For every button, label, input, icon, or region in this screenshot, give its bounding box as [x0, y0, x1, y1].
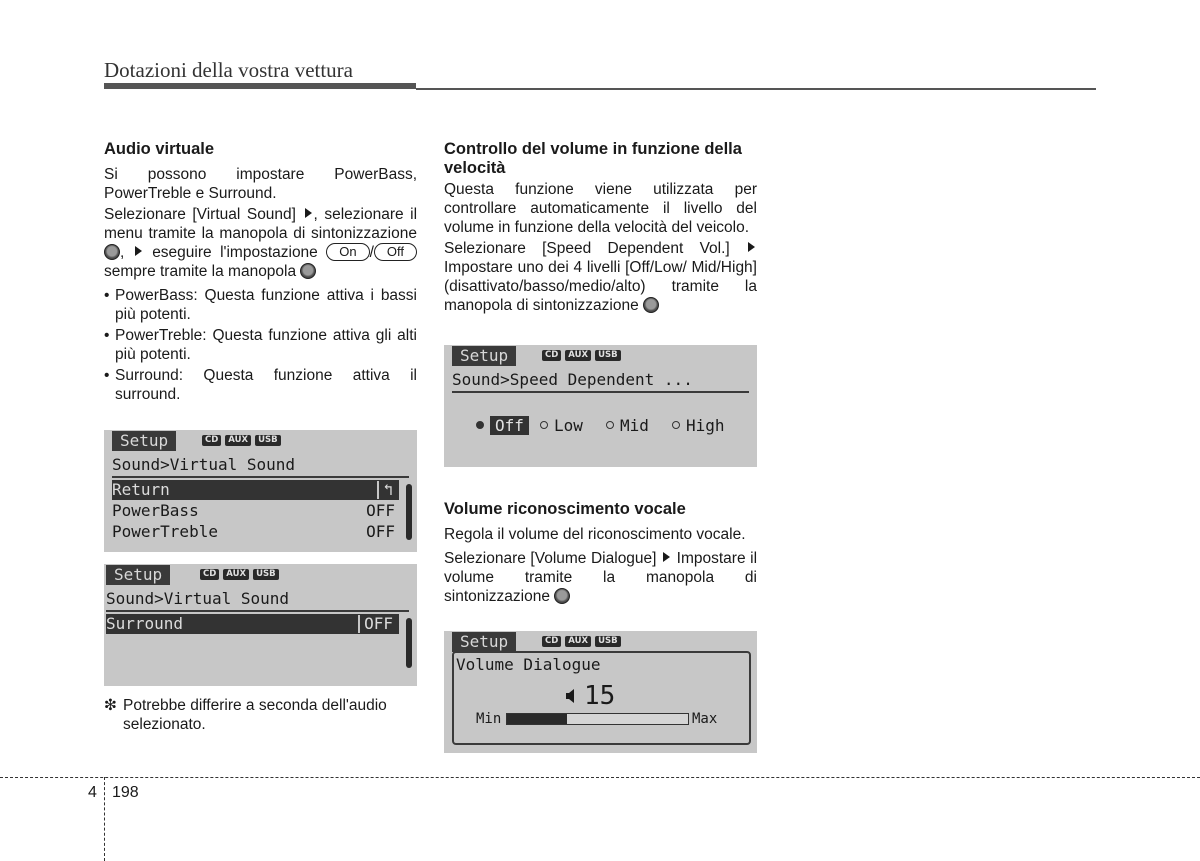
row-label: PowerBass — [112, 501, 199, 520]
volume-dialogue-screen — [444, 631, 757, 753]
volume-title: Volume Dialogue — [456, 655, 601, 674]
footer-dashed-rule — [0, 777, 1200, 778]
volume-value: 15 — [584, 681, 616, 711]
tuning-knob-icon — [554, 588, 570, 604]
list-item: • PowerBass: Questa funzione attiva i bassi più potenti. — [104, 286, 417, 324]
footer-dashed-divider — [104, 777, 105, 861]
menu-row-surround — [106, 614, 399, 634]
option-label: High — [686, 416, 725, 435]
option-off — [476, 415, 529, 437]
radio-selected-icon — [476, 421, 484, 429]
row-value: OFF — [366, 522, 395, 541]
row-label: Return — [112, 480, 170, 499]
tuning-knob-icon — [300, 263, 316, 279]
return-icon: ↰ — [377, 481, 397, 499]
scrollbar — [406, 484, 412, 540]
radio-icon — [672, 421, 680, 429]
voice-volume-description: Regola il volume del riconoscimento vocale. — [444, 526, 746, 543]
aux-badge: AUX — [565, 636, 591, 647]
section-heading-voice-volume: Volume riconoscimento vocale — [444, 500, 686, 518]
on-off-separator: / — [369, 244, 374, 261]
option-label: Low — [554, 416, 583, 435]
option-label: Off — [490, 416, 529, 435]
surround-screen — [104, 564, 417, 686]
virtual-sound-screen — [104, 430, 417, 552]
screen-path: Sound>Virtual Sound — [106, 588, 409, 612]
option-label: Mid — [620, 416, 649, 435]
tuning-knob-icon — [104, 244, 120, 260]
aux-badge: AUX — [223, 569, 249, 580]
header-rule-thin — [416, 88, 1096, 90]
instr-text-a: Selezionare [Virtual Sound] — [104, 206, 296, 223]
instr-text-c: , — [120, 244, 125, 261]
setup-label: Setup — [106, 565, 170, 585]
arrow-right-icon — [748, 242, 755, 252]
menu-row-powertreble — [112, 522, 399, 542]
aux-badge: AUX — [225, 435, 251, 446]
setup-label: Setup — [452, 346, 516, 366]
volume-max-label: Max — [692, 711, 718, 727]
menu-row-powerbass — [112, 501, 399, 521]
usb-badge: USB — [595, 636, 621, 647]
section-heading-virtual-audio: Audio virtuale — [104, 140, 215, 158]
instr-text: Selezionare [Speed Dependent Vol.] — [444, 240, 730, 257]
note-text: Potrebbe differire a seconda dell'audio selezionato. — [123, 697, 387, 733]
radio-icon — [606, 421, 614, 429]
row-label: PowerTreble — [112, 522, 218, 541]
setup-label: Setup — [452, 632, 516, 652]
volume-min-label: Min — [476, 711, 502, 727]
volume-level-fill — [507, 714, 567, 724]
left-column — [104, 140, 417, 406]
setup-label: Setup — [112, 431, 176, 451]
list-item: • Surround: Questa funzione attiva il surround. — [104, 366, 417, 404]
page-header-title: Dotazioni della vostra vettura — [104, 58, 353, 82]
page-number: 198 — [112, 784, 139, 801]
feature-list — [104, 286, 417, 404]
speed-volume-instruction — [444, 239, 757, 315]
usb-badge: USB — [595, 350, 621, 361]
row-label: Surround — [106, 614, 184, 633]
header-rule-thick — [104, 83, 416, 89]
voice-volume-section — [444, 500, 757, 611]
tuning-knob-icon — [643, 297, 659, 313]
on-button-icon: On — [326, 243, 369, 261]
note-mark-icon: ❇ — [104, 697, 117, 714]
chapter-number: 4 — [88, 784, 97, 801]
radio-icon — [540, 421, 548, 429]
cd-badge: CD — [202, 435, 221, 446]
usb-badge: USB — [255, 435, 281, 446]
voice-volume-instruction — [444, 549, 757, 606]
aux-badge: AUX — [565, 350, 591, 361]
instruction-paragraph — [104, 205, 417, 281]
list-item: • PowerTreble: Questa funzione attiva gli alti più potenti. — [104, 326, 417, 364]
menu-row-return — [112, 480, 399, 500]
instr-text-e: sempre tramite la manopola — [104, 263, 297, 280]
usb-badge: USB — [253, 569, 279, 580]
off-button-icon: Off — [374, 243, 417, 261]
speaker-icon — [566, 689, 574, 703]
arrow-right-icon — [135, 246, 142, 256]
speed-dependent-screen — [444, 345, 757, 467]
footnote — [104, 696, 417, 734]
speed-volume-description: Questa funzione viene utilizzata per controllare automaticamente il livello del volume in funzione della velocità del veicolo. — [444, 181, 757, 236]
cd-badge: CD — [542, 636, 561, 647]
instr-text: Selezionare [Volume Dialogue] — [444, 550, 657, 567]
section-heading-speed-volume: Controllo del volume in funzione della velocità — [444, 140, 742, 177]
instr-text-d: eseguire l'impostazione — [152, 244, 318, 261]
instr-text: Impostare il volume tramite la manopola di sintonizzazione — [444, 550, 758, 605]
instr-text-b: , selezionare il menu tramite la manopola di sintonizzazione — [104, 206, 418, 242]
scrollbar — [406, 618, 412, 668]
screen-path: Sound>Virtual Sound — [112, 454, 409, 478]
arrow-right-icon — [305, 208, 312, 218]
arrow-right-icon — [663, 552, 670, 562]
option-high — [672, 415, 725, 437]
option-low — [540, 415, 583, 437]
instr-text: Impostare uno dei 4 livelli [Off/Low/ Mid/High] (disattivato/basso/medio/alto) tramite la manopola di sintonizzazione — [444, 259, 757, 314]
row-value: OFF — [358, 615, 397, 633]
row-value: OFF — [366, 501, 395, 520]
middle-column — [444, 140, 757, 320]
option-mid — [606, 415, 649, 437]
cd-badge: CD — [200, 569, 219, 580]
cd-badge: CD — [542, 350, 561, 361]
screen-path: Sound>Speed Dependent ... — [452, 369, 749, 393]
volume-level-bar — [506, 713, 689, 725]
intro-paragraph: Si possono impostare PowerBass, PowerTreble e Surround. — [104, 166, 417, 202]
